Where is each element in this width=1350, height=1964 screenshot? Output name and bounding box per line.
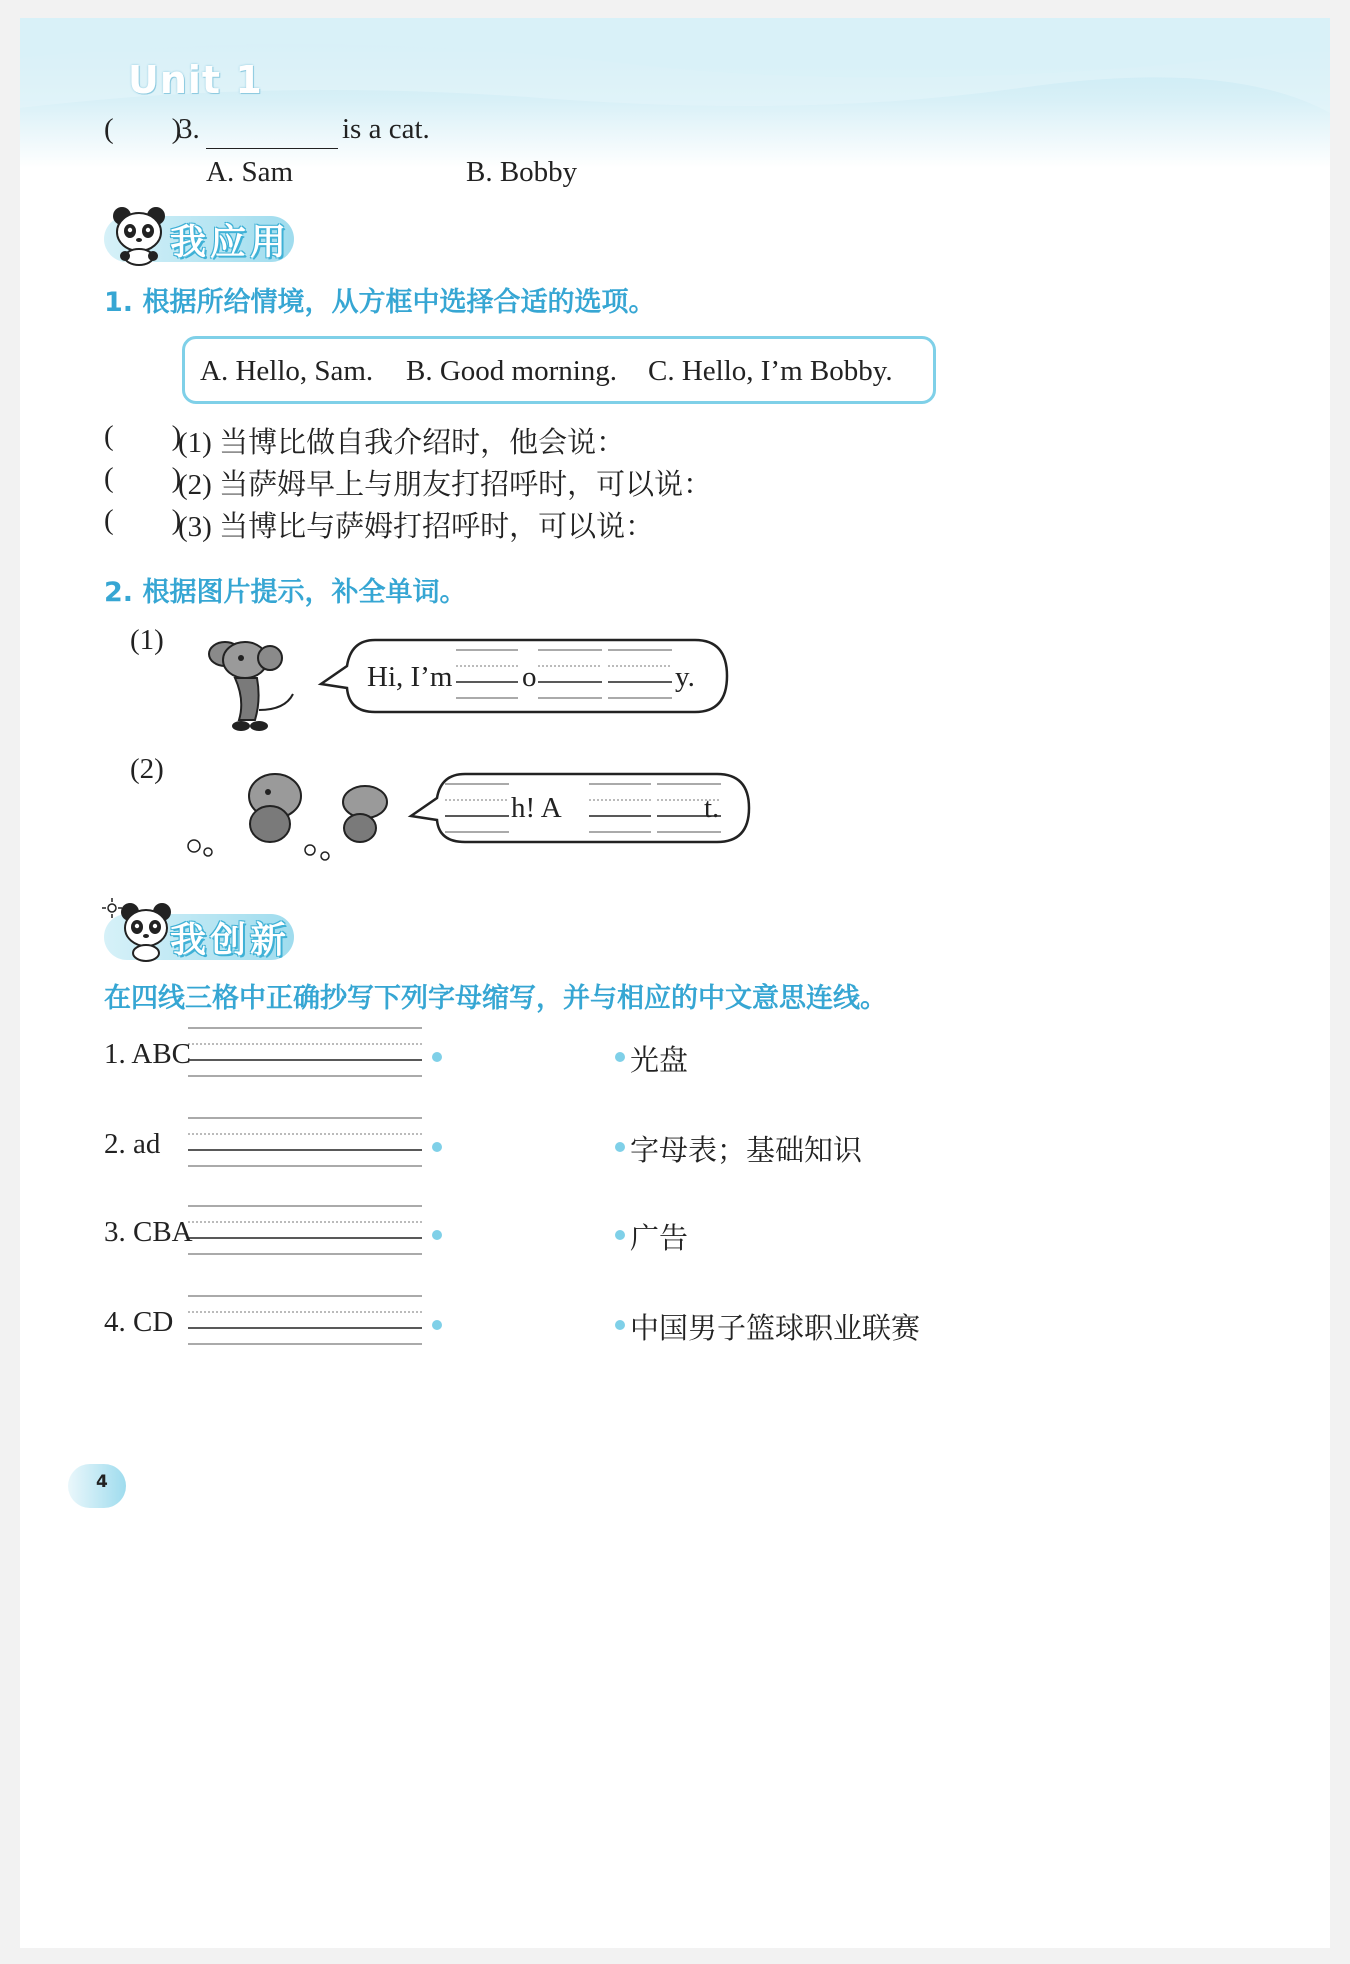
question-text: is a cat. <box>342 113 430 145</box>
four-line-grid[interactable] <box>188 1294 424 1346</box>
four-line-grid[interactable] <box>456 648 676 702</box>
answer-blank[interactable] <box>206 118 338 149</box>
match-dot-right[interactable] <box>615 1230 625 1240</box>
abbr-item-3: 3. CBA <box>104 1216 193 1248</box>
task1-instruction: 1. 根据所给情境，从方框中选择合适的选项。 <box>104 287 656 318</box>
four-line-grid[interactable] <box>188 1026 424 1078</box>
match-dot-right[interactable] <box>615 1052 625 1062</box>
match-dot-left[interactable] <box>432 1230 442 1240</box>
section-title-create: 我创新 <box>170 920 291 961</box>
item-label-2: (2) <box>130 753 164 785</box>
mice-running-illustration <box>180 768 410 868</box>
situation-2: (2) 当萨姆早上与朋友打招呼时，可以说： <box>178 469 713 501</box>
page-number: 4 <box>96 1472 108 1492</box>
bubble-letter-y: y. <box>675 661 695 693</box>
sun-icon <box>102 898 122 918</box>
item-label-1: (1) <box>130 624 164 656</box>
option-a: A. Sam <box>206 156 293 188</box>
match-dot-left[interactable] <box>432 1142 442 1152</box>
box-option-a: A. Hello, Sam. <box>200 355 374 387</box>
four-line-grid[interactable] <box>445 782 725 836</box>
bubble-letter-o: o <box>522 661 537 693</box>
meaning-item-3: 广告 <box>630 1223 689 1255</box>
abbr-item-4: 4. CD <box>104 1306 174 1338</box>
match-dot-right[interactable] <box>615 1142 625 1152</box>
option-b: B. Bobby <box>466 156 578 188</box>
answer-paren[interactable]: ( ) <box>104 420 182 452</box>
task3-instruction: 在四线三格中正确抄写下列字母缩写，并与相应的中文意思连线。 <box>104 983 887 1014</box>
box-option-b: B. Good morning. <box>406 355 618 387</box>
meaning-item-4: 中国男子篮球职业联赛 <box>630 1313 921 1345</box>
answer-paren[interactable]: ( ) <box>104 462 182 494</box>
answer-paren[interactable]: ( ) <box>104 113 182 145</box>
unit-label: Unit 1 <box>128 58 263 102</box>
match-dot-left[interactable] <box>432 1320 442 1330</box>
abbr-item-2: 2. ad <box>104 1128 161 1160</box>
section-title-apply: 我应用 <box>170 222 291 263</box>
meaning-item-2: 字母表；基础知识 <box>630 1135 863 1167</box>
situation-3: (3) 当博比与萨姆打招呼时，可以说： <box>178 511 655 543</box>
bubble-letter-t: t. <box>704 792 720 824</box>
bubble-text-hah: h! A <box>511 792 562 824</box>
match-dot-right[interactable] <box>615 1320 625 1330</box>
answer-paren[interactable]: ( ) <box>104 504 182 536</box>
bubble-prefix: Hi, I’m <box>367 661 453 693</box>
question-number: 3. <box>178 113 200 145</box>
workbook-page <box>20 18 1330 1948</box>
situation-1: (1) 当博比做自我介绍时，他会说： <box>178 427 626 459</box>
match-dot-left[interactable] <box>432 1052 442 1062</box>
panda-icon <box>108 204 170 266</box>
meaning-item-1: 光盘 <box>630 1045 689 1077</box>
four-line-grid[interactable] <box>188 1204 424 1256</box>
task2-instruction: 2. 根据图片提示，补全单词。 <box>104 577 467 608</box>
panda-icon <box>116 900 176 962</box>
mouse-illustration <box>195 630 305 740</box>
four-line-grid[interactable] <box>188 1116 424 1168</box>
abbr-item-1: 1. ABC <box>104 1038 192 1070</box>
box-option-c: C. Hello, I’m Bobby. <box>648 355 893 387</box>
